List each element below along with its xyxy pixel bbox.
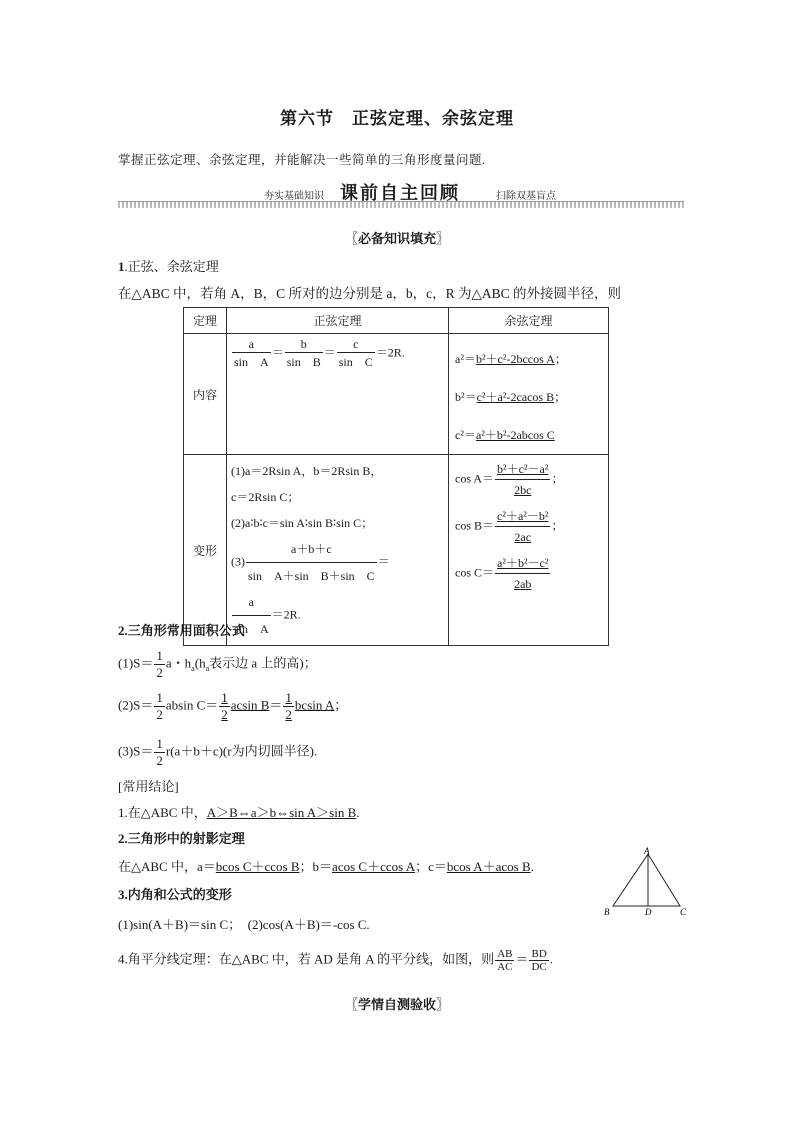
label-d: D bbox=[645, 907, 652, 917]
banner bbox=[118, 178, 684, 208]
row-label-variant: 变形 bbox=[184, 455, 227, 646]
cosine-law-variants: cos A＝ $\frac{\text{b²＋c²－a²}}{2bc}$ ； cos B＝ $\frac{\text{c²＋a²－b²}}{2ac}$ ； cos C＝ $\frac{\text{a²＋b²－c²}}{2ab}$ bbox=[449, 455, 609, 646]
item1-heading: 1.正弦、余弦定理 bbox=[118, 259, 219, 274]
intro-text: 掌握正弦定理、余弦定理，并能解决一些简单的三角形度量问题. bbox=[118, 153, 486, 167]
cosine-law-content: a²＝b²＋c²-2bccos A； b²＝c²＋a²-2cacos B； c²＝a²＋b²-2abcos C bbox=[449, 334, 609, 455]
section-heading-1: 〖必备知识填充〗 bbox=[344, 232, 450, 247]
row-label-content: 内容 bbox=[184, 334, 227, 455]
label-b: B bbox=[604, 907, 610, 917]
conclusion-2: 在△ABC 中，a＝bcos C＋ccos B；b＝acos C＋ccos A；c＝bcos A＋acos B. bbox=[118, 859, 534, 874]
label-a: A bbox=[644, 846, 650, 856]
table-header-cell: 正弦定理 bbox=[227, 308, 449, 334]
conclusion-3-heading: 3.内角和公式的变形 bbox=[118, 887, 232, 902]
section-heading-2: 〖学情自测验收〗 bbox=[344, 998, 450, 1013]
area-formula-1: (1)S＝ $\frac{1}{2}$ a・$h_a(h_a$表示边 a 上的高)； bbox=[118, 648, 317, 680]
table-header-cell: 定理 bbox=[184, 308, 227, 334]
sine-law-content: $\frac{a}{\text{sin A}}$ ＝ $\frac{b}{\text{sin B}}$ ＝ $\frac{c}{\text{sin C}}$ ＝2R. bbox=[227, 334, 449, 455]
conclusion-3: (1)sin(A＋B)＝sin C； (2)cos(A＋B)＝-cos C. bbox=[118, 917, 370, 932]
conclusion-1: 1.在△ABC 中，A＞B⇔a＞b⇔sin A＞sin B. bbox=[118, 805, 360, 820]
sine-law-variants: (1)a＝2Rsin A，b＝2Rsin B， c＝2Rsin C； (2)a∶b∶c＝sin A∶sin B∶sin C； (3) $\frac{a+b+c}{\text{sin A＋sin B＋sin C}}$ ＝ $\frac{a}{\text{sin A}}$ ＝2R. bbox=[227, 455, 449, 646]
common-conclusions-heading: [常用结论] bbox=[118, 779, 179, 794]
triangle-figure bbox=[600, 846, 695, 918]
area-formula-2: (2)S＝ $\frac{1}{2}$ absin C＝ $\frac{1}{2}$ acsin B＝ $\frac{1}{2}$ bcsin A； bbox=[118, 690, 348, 722]
table-header-cell: 余弦定理 bbox=[449, 308, 609, 334]
conclusion-2-heading: 2.三角形中的射影定理 bbox=[118, 831, 245, 846]
item2-heading: 2.三角形常用面积公式 bbox=[118, 623, 245, 638]
banner-left: 夯实基础知识 bbox=[264, 191, 324, 202]
page-title: 第六节 正弦定理、余弦定理 bbox=[280, 109, 514, 129]
banner-center: 课前自主回顾 bbox=[340, 183, 460, 204]
theorem-table bbox=[183, 307, 609, 646]
area-formula-3: (3)S＝ $\frac{1}{2}$ r(a＋b＋c)(r为内切圆半径). bbox=[118, 736, 318, 768]
label-c: C bbox=[680, 907, 687, 917]
triangle-abc bbox=[613, 854, 680, 906]
banner-right: 扫除双基盲点 bbox=[496, 191, 556, 202]
conclusion-4: 4.角平分线定理：在△ABC 中，若 AD 是角 A 的平分线，如图，则 $\frac{AB}{AC}$ ＝ $\frac{BD}{DC}$ . bbox=[118, 948, 554, 973]
item1-lead: 在△ABC 中，若角 A，B，C 所对的边分别是 a，b，c，R 为△ABC 的外接圆半径，则 bbox=[118, 286, 622, 301]
